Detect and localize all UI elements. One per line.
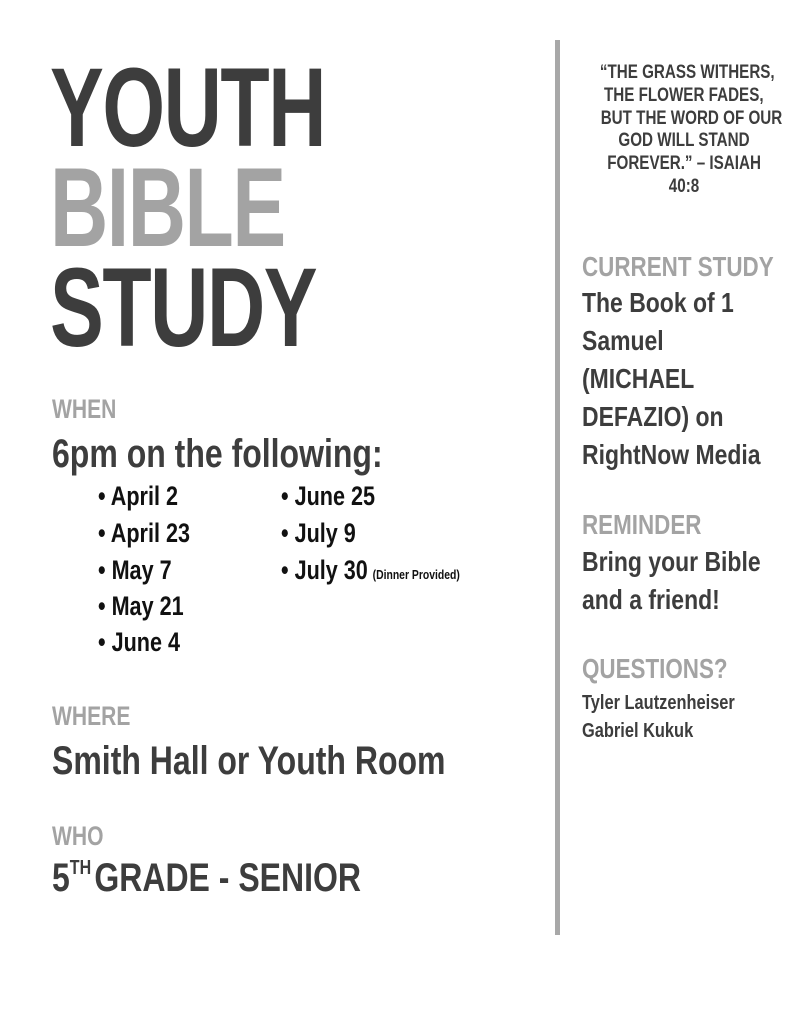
grade-number: 5 <box>52 856 70 900</box>
title-bible: BIBLE <box>50 145 285 270</box>
quote-line: GOD WILL STAND <box>618 130 750 152</box>
dinner-note: (Dinner Provided) <box>372 567 460 582</box>
current-study-text <box>582 284 791 474</box>
quote-line: 40:8 <box>668 175 700 197</box>
study-line: RightNow Media <box>582 439 761 470</box>
date-item: • June 4 <box>98 627 180 657</box>
contact-name: Gabriel Kukuk <box>582 720 694 742</box>
date-item: • June 25 <box>281 481 376 511</box>
who-value <box>52 858 438 898</box>
questions-label: QUESTIONS? <box>582 653 728 684</box>
reminder-line: Bring your Bible <box>582 546 761 577</box>
study-line: DEFAZIO) on <box>582 401 724 432</box>
reminder-text <box>582 543 791 619</box>
study-line: Samuel <box>582 325 664 356</box>
reminder-label: REMINDER <box>582 509 702 540</box>
date-item: • April 23 <box>98 518 190 548</box>
quote-line: “THE GRASS WITHERS, <box>599 62 775 83</box>
where-value: Smith Hall or Youth Room <box>52 739 446 783</box>
who-label: WHO <box>52 821 104 851</box>
date-item: • July 9 <box>281 518 356 548</box>
date-july-30: • July 30 <box>281 555 368 585</box>
contact-name: Tyler Lautzenheiser <box>582 692 735 714</box>
study-line: (MICHAEL <box>582 363 695 394</box>
column-divider <box>555 40 560 935</box>
date-item <box>281 557 505 584</box>
grade-range: GRADE - SENIOR <box>94 856 362 900</box>
scripture-quote <box>578 62 790 199</box>
quote-line: BUT THE WORD OF OUR <box>600 107 783 129</box>
where-label: WHERE <box>52 701 131 731</box>
grade-superscript: TH <box>69 857 92 879</box>
date-item: • May 7 <box>98 555 172 585</box>
reminder-line: and a friend! <box>582 584 720 615</box>
when-headline: 6pm on the following: <box>52 432 383 476</box>
date-item: • April 2 <box>98 481 178 511</box>
title-study: STUDY <box>50 245 317 370</box>
contact-names <box>582 689 768 745</box>
quote-line: FOREVER.” – ISAIAH <box>607 153 761 175</box>
title-youth: YOUTH <box>50 45 326 170</box>
quote-line: THE FLOWER FADES, <box>604 84 764 106</box>
current-study-label: CURRENT STUDY <box>582 251 774 282</box>
study-line: The Book of 1 <box>582 287 734 318</box>
date-item: • May 21 <box>98 591 184 621</box>
when-label: WHEN <box>52 394 117 424</box>
